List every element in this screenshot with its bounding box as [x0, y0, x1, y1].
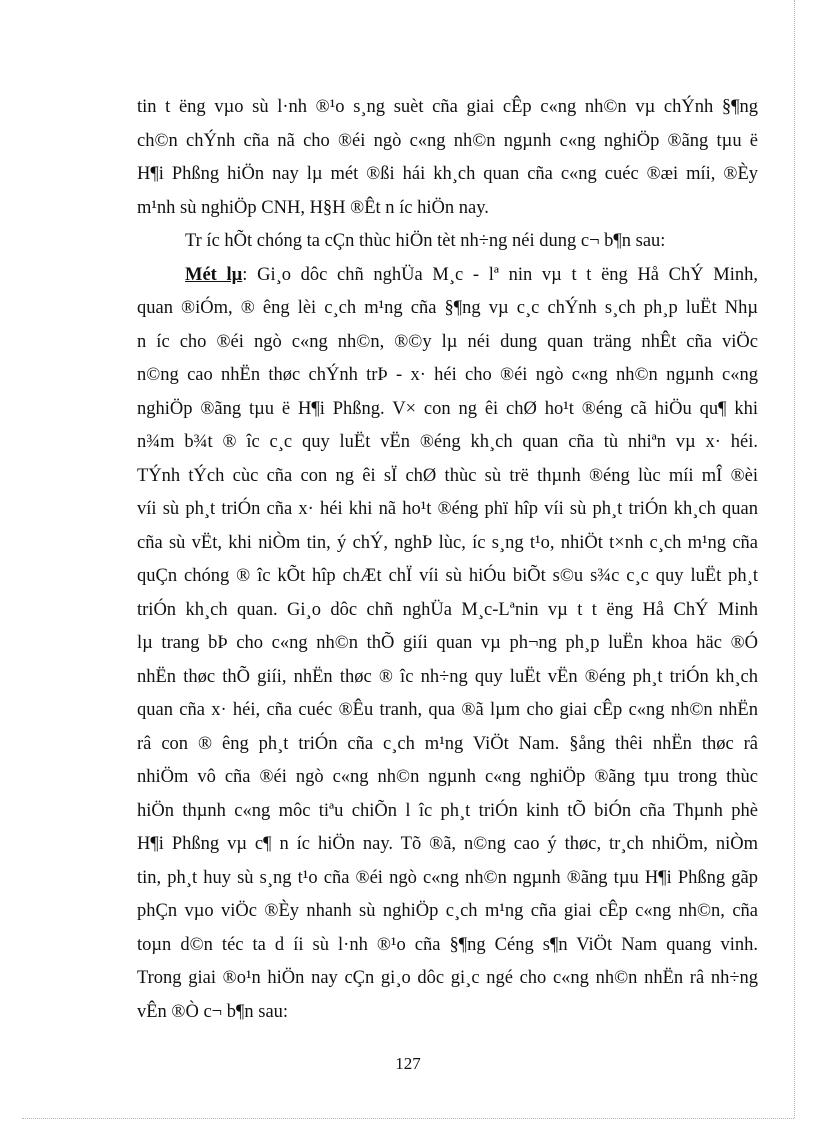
text-line-23: H¶i Phßng vµ c¶ n íc hiÖn nay. Tõ ®ã, n©ng cao ý thøc, tr¸ch nhiÖm, niÒm — [137, 834, 758, 854]
body-text — [137, 91, 758, 1029]
text-line-10: nghiÖp ®ãng tµu ë H¶i Phßng. V× con ng êi chØ ho¹t ®éng cã hiÖu qu¶ khi — [137, 398, 758, 419]
text-line-14: cña sù vËt, khi niÒm tin, ý chÝ, nghÞ lùc, íc s¸ng t¹o, nhiÖt t×nh c¸ch m¹ng cña — [137, 532, 758, 553]
page-right-border — [794, 0, 795, 1118]
text-line-28: vÊn ®Ò c¬ b¶n sau: — [137, 1001, 289, 1022]
text-line-1: tin t ëng vµo sù l·nh ®¹o s¸ng suèt cña giai cÊp c«ng nh©n vµ chÝnh §¶ng — [137, 97, 758, 117]
text-line-26: toµn d©n téc ta d íi sù l·nh ®¹o cña §¶ng Céng s¶n ViÖt Nam quang vinh. — [137, 934, 758, 955]
text-line-17: lµ trang bÞ cho c«ng nh©n thÕ giíi quan vµ ph¬ng ph¸p luËn khoa häc ®Ó — [137, 633, 758, 653]
text-line-8: n íc cho ®éi ngò c«ng nh©n, ®©y lµ néi dung quan träng nhÊt cña viÖc — [137, 331, 758, 352]
text-line-16: triÓn kh¸ch quan. Gi¸o dôc chñ nghÜa M¸c-Lªnin vµ t t ëng Hå ChÝ Minh — [137, 599, 758, 620]
text-line-13: víi sù ph¸t triÓn cña x· héi khi nã ho¹t ®éng phï hîp víi sù ph¸t triÓn kh¸ch quan — [137, 499, 758, 519]
section-label: Mét lµ — [185, 264, 243, 285]
text-line-4: m¹nh sù nghiÖp CNH, H§H ®Êt n íc hiÖn nay. — [137, 197, 489, 218]
page-number: 127 — [395, 1054, 421, 1073]
text-line-12: TÝnh tÝch cùc cña con ng êi sÏ chØ thùc sù trë thµnh ®éng lùc míi mÎ ®èi — [137, 465, 758, 486]
page-bottom-border — [22, 1118, 794, 1119]
text-line-6 — [137, 259, 758, 293]
text-line-5: Tr íc hÕt chóng ta cÇn thùc hiÖn tèt nh÷ng néi dung c¬ b¶n sau: — [185, 231, 666, 251]
text-line-7: quan ®iÓm, ® êng lèi c¸ch m¹ng cña §¶ng vµ c¸c chÝnh s¸ch ph¸p luËt Nhµ — [137, 298, 758, 318]
text-line-11: n¾m b¾t ® îc c¸c quy luËt vËn ®éng kh¸ch quan cña tù nhiªn vµ x· héi. — [137, 432, 758, 452]
text-line-20: râ con ® êng ph¸t triÓn cña c¸ch m¹ng ViÖt Nam. §ång thêi nhËn thøc râ — [137, 733, 758, 754]
text-line-2: ch©n chÝnh cña nã cho ®éi ngò c«ng nh©n ngµnh c«ng nghiÖp ®ãng tµu ë — [137, 130, 758, 151]
text-line-25: phÇn vµo viÖc ®Èy nhanh sù nghiÖp c¸ch m¹ng cña giai cÊp c«ng nh©n, cña — [137, 901, 758, 921]
text-line-3: H¶i Phßng hiÖn nay lµ mét ®ßi hái kh¸ch quan cña c«ng cuéc ®æi míi, ®Èy — [137, 164, 758, 184]
text-line-9: n©ng cao nhËn thøc chÝnh trÞ - x· héi cho ®éi ngò c«ng nh©n ngµnh c«ng — [137, 365, 758, 385]
text-line-24: tin, ph¸t huy sù s¸ng t¹o cña ®éi ngò c«ng nh©n ngµnh ®ãng tµu H¶i Phßng gãp — [137, 867, 758, 888]
text-line-27: Trong giai ®o¹n hiÖn nay cÇn gi¸o dôc gi¸c ngé cho c«ng nh©n nhËn râ nh÷ng — [137, 968, 758, 988]
text-line-6-rest: : Gi¸o dôc chñ nghÜa M¸c - lª nin vµ t t ëng Hå ChÝ Minh, — [242, 264, 758, 285]
text-line-21: nhiÖm vô cña ®éi ngò c«ng nh©n ngµnh c«ng nghiÖp ®ãng tµu trong thùc — [137, 767, 758, 787]
text-line-15: quÇn chóng ® îc kÕt hîp chÆt chÏ víi sù hiÓu biÕt s©u s¾c c¸c quy luËt ph¸t — [137, 566, 758, 586]
text-line-19: quan cña x· héi, cña cuéc ®Êu tranh, qua ®ã lµm cho giai cÊp c«ng nh©n nhËn — [137, 700, 758, 720]
text-line-22: hiÖn thµnh c«ng môc tiªu chiÕn l îc ph¸t triÓn kinh tÕ biÓn cña Thµnh phè — [137, 800, 758, 821]
text-line-18: nhËn thøc thÕ giíi, nhËn thøc ® îc nh÷ng quy luËt vËn ®éng ph¸t triÓn kh¸ch — [137, 666, 758, 687]
